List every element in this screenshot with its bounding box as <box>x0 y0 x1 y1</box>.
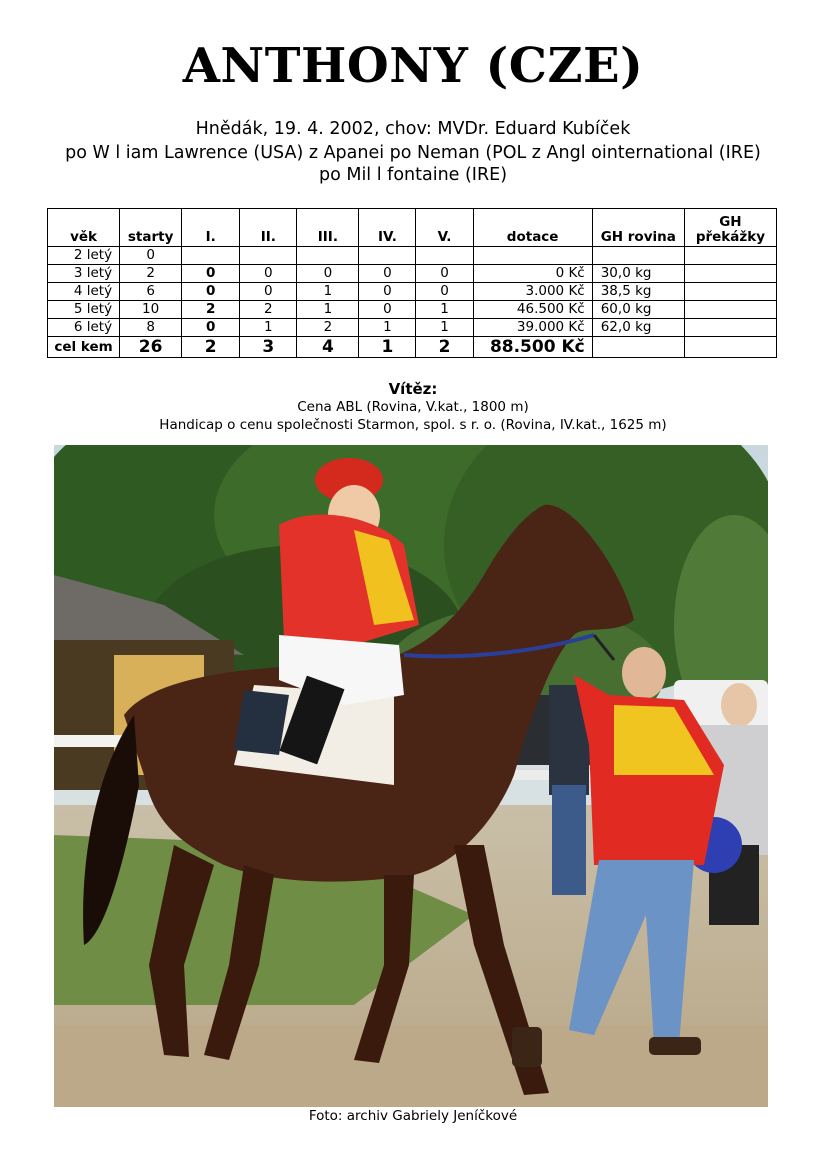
cell-gh-jumps <box>684 283 776 301</box>
cell-third: 2 <box>297 319 359 337</box>
total-first: 2 <box>182 337 240 358</box>
table-row <box>48 283 777 301</box>
photo-caption: Foto: archiv Gabriely Jeníčkové <box>308 1108 518 1124</box>
cell-starts: 10 <box>120 301 182 319</box>
table-row <box>48 319 777 337</box>
cell-third: 1 <box>297 283 359 301</box>
cell-fifth: 1 <box>416 301 473 319</box>
total-label: cel kem <box>48 337 120 358</box>
cell-age: 2 letý <box>48 247 120 265</box>
page-title: ANTHONY (CZE) <box>182 38 644 94</box>
winner-heading: Vítěz: <box>388 380 438 398</box>
cell-first: 2 <box>182 301 240 319</box>
cell-prize <box>473 247 592 265</box>
total-third: 4 <box>297 337 359 358</box>
cell-third: 1 <box>297 301 359 319</box>
cell-prize: 0 Kč <box>473 265 592 283</box>
horse-photo <box>54 445 768 1107</box>
cell-fifth: 0 <box>416 283 473 301</box>
cell-fourth <box>359 247 416 265</box>
cell-first: 0 <box>182 283 240 301</box>
cell-gh-jumps <box>684 319 776 337</box>
cell-fifth <box>416 247 473 265</box>
cell-starts: 2 <box>120 265 182 283</box>
total-gh-jumps <box>684 337 776 358</box>
cell-second: 2 <box>240 301 297 319</box>
cell-starts: 0 <box>120 247 182 265</box>
cell-fourth: 1 <box>359 319 416 337</box>
header-fourth: IV. <box>359 209 416 247</box>
horse-info-line: Hnědák, 19. 4. 2002, chov: MVDr. Eduard Kubíček <box>195 119 631 139</box>
header-third: III. <box>297 209 359 247</box>
total-starts: 26 <box>120 337 182 358</box>
cell-starts: 8 <box>120 319 182 337</box>
total-second: 3 <box>240 337 297 358</box>
cell-gh-flat: 38,5 kg <box>592 283 684 301</box>
pedigree-line: po W l iam Lawrence (USA) z Apanei po Neman (POL z Angl ointernational (IRE) <box>65 143 761 163</box>
winner-race: Handicap o cenu společnosti Starmon, spol. s r. o. (Rovina, IV.kat., 1625 m) <box>159 417 667 433</box>
cell-prize: 39.000 Kč <box>473 319 592 337</box>
header-gh-jumps: GH překážky <box>684 209 776 247</box>
table-header-row <box>48 209 777 247</box>
header-prize-money: dotace <box>473 209 592 247</box>
cell-age: 3 letý <box>48 265 120 283</box>
table-total-row <box>48 337 777 358</box>
cell-gh-flat: 62,0 kg <box>592 319 684 337</box>
table-row <box>48 301 777 319</box>
cell-age: 4 letý <box>48 283 120 301</box>
cell-fourth: 0 <box>359 283 416 301</box>
cell-third: 0 <box>297 265 359 283</box>
cell-age: 5 letý <box>48 301 120 319</box>
cell-prize: 46.500 Kč <box>473 301 592 319</box>
total-gh-flat <box>592 337 684 358</box>
cell-first <box>182 247 240 265</box>
cell-starts: 6 <box>120 283 182 301</box>
header-fifth: V. <box>416 209 473 247</box>
cell-gh-flat: 60,0 kg <box>592 301 684 319</box>
cell-third <box>297 247 359 265</box>
cell-gh-flat <box>592 247 684 265</box>
cell-second: 0 <box>240 265 297 283</box>
cell-gh-jumps <box>684 265 776 283</box>
table-row <box>48 247 777 265</box>
table-row <box>48 265 777 283</box>
pedigree-line-continued: po Mil l fontaine (IRE) <box>318 165 508 185</box>
cell-gh-jumps <box>684 301 776 319</box>
winner-race: Cena ABL (Rovina, V.kat., 1800 m) <box>297 399 529 415</box>
cell-second <box>240 247 297 265</box>
total-fifth: 2 <box>416 337 473 358</box>
header-age: věk <box>48 209 120 247</box>
header-gh-flat: GH rovina <box>592 209 684 247</box>
cell-fifth: 0 <box>416 265 473 283</box>
header-second: II. <box>240 209 297 247</box>
cell-prize: 3.000 Kč <box>473 283 592 301</box>
cell-fourth: 0 <box>359 265 416 283</box>
cell-first: 0 <box>182 265 240 283</box>
header-first: I. <box>182 209 240 247</box>
header-starts: starty <box>120 209 182 247</box>
cell-gh-flat: 30,0 kg <box>592 265 684 283</box>
cell-second: 1 <box>240 319 297 337</box>
cell-gh-jumps <box>684 247 776 265</box>
cell-age: 6 letý <box>48 319 120 337</box>
total-fourth: 1 <box>359 337 416 358</box>
cell-fourth: 0 <box>359 301 416 319</box>
total-prize: 88.500 Kč <box>473 337 592 358</box>
cell-second: 0 <box>240 283 297 301</box>
race-statistics-table <box>47 208 777 358</box>
cell-first: 0 <box>182 319 240 337</box>
cell-fifth: 1 <box>416 319 473 337</box>
